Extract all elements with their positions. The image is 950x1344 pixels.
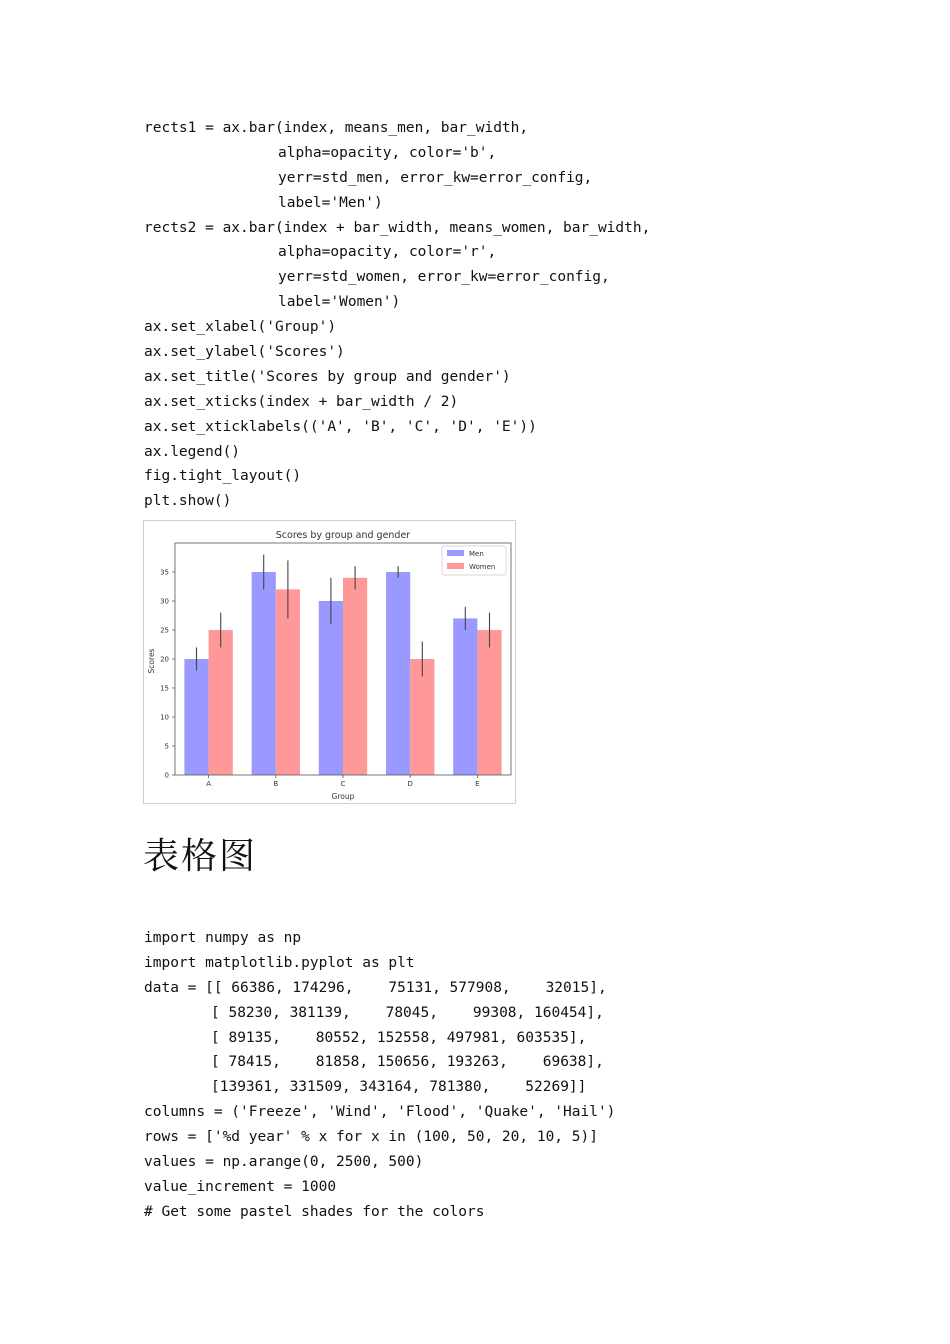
bar-men-d bbox=[386, 572, 410, 775]
code-line: values = np.arange(0, 2500, 500) bbox=[144, 1154, 424, 1171]
code-line: yerr=std_men, error_kw=error_config, bbox=[278, 169, 593, 186]
code-line: ax.set_title('Scores by group and gender') bbox=[144, 368, 511, 385]
bar-men-c bbox=[319, 601, 343, 775]
code-line: ax.set_xticks(index + bar_width / 2) bbox=[144, 393, 459, 410]
code-line: plt.show() bbox=[144, 493, 232, 510]
code-line: [ 78415, 81858, 150656, 193263, 69638], bbox=[211, 1054, 604, 1071]
code-line: rows = ['%d year' % x for x in (100, 50, 20, 10, 5)] bbox=[144, 1129, 598, 1146]
x-tick-label: D bbox=[407, 780, 413, 788]
x-tick-label: B bbox=[273, 780, 279, 788]
y-axis-label: Scores bbox=[147, 648, 156, 674]
code-line: ax.set_xlabel('Group') bbox=[144, 319, 337, 336]
bar-women-d bbox=[410, 659, 434, 775]
x-tick-label: E bbox=[475, 780, 480, 788]
legend-label-women: Women bbox=[469, 563, 496, 571]
y-tick-label: 25 bbox=[160, 626, 169, 635]
bar-men-a bbox=[184, 659, 208, 775]
code-line: fig.tight_layout() bbox=[144, 468, 302, 485]
code-block-table-chart bbox=[144, 926, 615, 1225]
code-line: ax.legend() bbox=[144, 443, 241, 460]
code-line: label='Women') bbox=[278, 294, 401, 311]
bar-men-b bbox=[252, 572, 276, 775]
code-line: [ 89135, 80552, 152558, 497981, 603535], bbox=[211, 1029, 587, 1046]
legend-swatch-men bbox=[447, 550, 464, 556]
y-tick-label: 0 bbox=[164, 771, 169, 780]
bar-chart-figure bbox=[143, 520, 516, 804]
code-line: ax.set_ylabel('Scores') bbox=[144, 344, 345, 361]
code-line: import matplotlib.pyplot as plt bbox=[144, 954, 415, 971]
code-line: [ 58230, 381139, 78045, 99308, 160454], bbox=[211, 1004, 604, 1021]
code-line: # Get some pastel shades for the colors bbox=[144, 1203, 485, 1220]
code-line: alpha=opacity, color='b', bbox=[278, 144, 497, 161]
y-tick-label: 35 bbox=[160, 568, 169, 577]
code-line: label='Men') bbox=[278, 194, 383, 211]
code-line: value_increment = 1000 bbox=[144, 1178, 337, 1195]
chart-title: Scores by group and gender bbox=[275, 530, 411, 541]
code-line: yerr=std_women, error_kw=error_config, bbox=[278, 269, 610, 286]
bar-women-c bbox=[343, 578, 367, 775]
x-axis-label: Group bbox=[331, 792, 355, 801]
code-block-bar-chart bbox=[144, 116, 650, 514]
section-heading: 表格图 bbox=[143, 836, 258, 877]
y-tick-label: 15 bbox=[160, 684, 169, 693]
legend bbox=[442, 546, 506, 575]
code-line: [139361, 331509, 343164, 781380, 52269]] bbox=[211, 1079, 587, 1096]
code-line: columns = ('Freeze', 'Wind', 'Flood', 'Quake', 'Hail') bbox=[144, 1104, 616, 1121]
code-line: ax.set_xticklabels(('A', 'B', 'C', 'D', 'E')) bbox=[144, 418, 537, 435]
y-tick-label: 20 bbox=[160, 655, 169, 664]
y-tick-label: 5 bbox=[164, 742, 169, 751]
x-tick-label: A bbox=[206, 780, 211, 788]
code-line: rects1 = ax.bar(index, means_men, bar_width, bbox=[144, 120, 529, 136]
bar-chart bbox=[144, 521, 515, 803]
code-line: rects2 = ax.bar(index + bar_width, means_women, bar_width, bbox=[144, 219, 651, 236]
code-line: import numpy as np bbox=[144, 930, 302, 946]
bar-men-e bbox=[453, 618, 477, 775]
x-tick-label: C bbox=[340, 780, 346, 788]
bar-women-e bbox=[477, 630, 501, 775]
code-line: alpha=opacity, color='r', bbox=[278, 244, 497, 261]
y-tick-label: 10 bbox=[160, 713, 169, 722]
legend-swatch-women bbox=[447, 563, 464, 569]
code-line: data = [[ 66386, 174296, 75131, 577908, 32015], bbox=[144, 979, 607, 996]
bar-women-a bbox=[209, 630, 233, 775]
legend-label-men: Men bbox=[469, 550, 484, 558]
y-tick-label: 30 bbox=[160, 597, 169, 606]
